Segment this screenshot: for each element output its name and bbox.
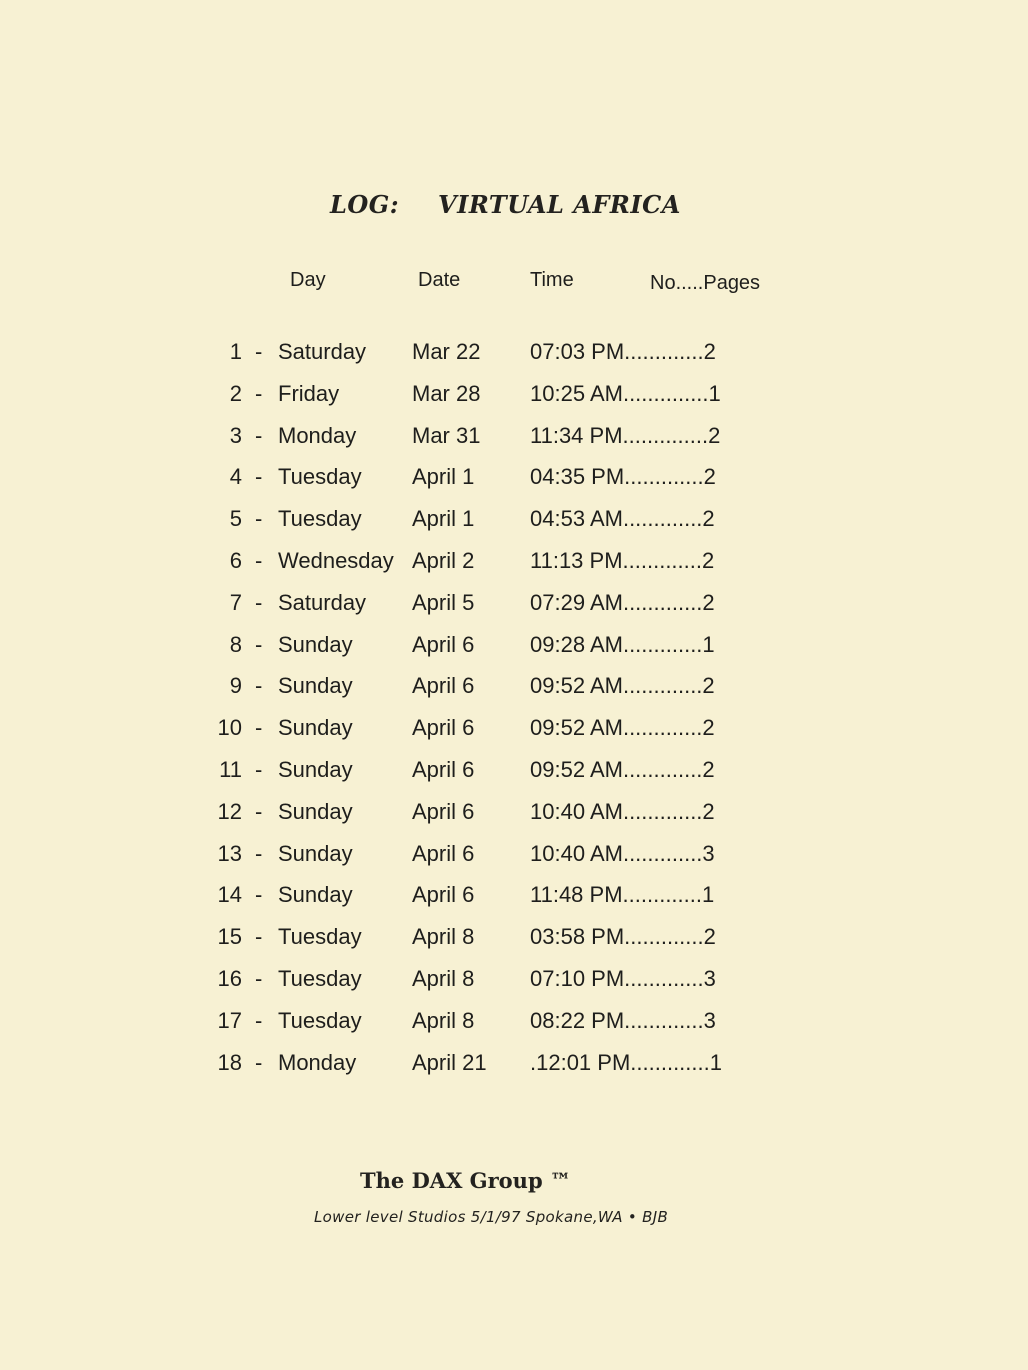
entry-number: 5 [229,506,242,532]
column-header-time: Time [530,269,574,291]
entry-number: 6 [229,547,242,573]
footer-details: Lower level Studios 5/1/97 Spokane,WA • BJB [314,1208,669,1226]
log-row [0,966,1028,1008]
entry-time-pages: 04:35 PM.............2 [530,464,716,490]
entry-number: 11 [219,756,242,782]
entry-time-pages: 04:53 AM.............2 [530,506,715,532]
log-row [0,1008,1028,1050]
log-row [0,464,1028,506]
entry-number: 18 [217,1049,242,1075]
entry-number: 4 [229,464,242,490]
entry-day: Sunday [278,882,353,908]
separator: - [255,339,263,364]
separator: - [255,756,263,782]
entry-day: Monday [278,422,357,448]
entry-date: April 1 [412,506,475,532]
entry-time-pages: 11:48 PM.............1 [530,882,715,908]
entry-date: April 6 [412,798,475,824]
entry-day: Sunday [278,798,353,824]
log-row [0,799,1028,841]
log-row [0,715,1028,757]
log-row [0,339,1028,381]
entry-number: 16 [217,965,242,991]
log-row [0,924,1028,966]
log-entries [0,339,1028,1091]
separator: - [255,547,263,573]
entry-date: April 8 [412,924,475,950]
entry-date: April 6 [412,673,475,699]
entry-date: April 6 [412,715,475,741]
separator: - [255,798,263,824]
entry-day: Saturday [278,589,367,615]
entry-date: April 1 [412,464,475,490]
separator: - [255,589,263,615]
entry-date: April 6 [412,882,475,908]
entry-day: Sunday [278,840,353,866]
entry-number: 3 [229,422,242,448]
entry-time-pages: 03:58 PM.............2 [530,924,716,950]
log-row [0,590,1028,632]
title-name: VIRTUAL AFRICA [438,190,681,219]
separator: - [255,1049,263,1075]
separator: - [255,380,263,406]
entry-time-pages: 10:40 AM.............3 [530,840,715,866]
log-row [0,548,1028,590]
entry-time-pages: 07:03 PM.............2 [530,339,716,364]
log-row [0,673,1028,715]
separator: - [255,464,263,490]
entry-day: Sunday [278,715,353,741]
separator: - [255,924,263,950]
entry-day: Saturday [278,339,367,364]
separator: - [255,422,263,448]
log-row [0,757,1028,799]
entry-time-pages: 07:10 PM.............3 [530,965,716,991]
entry-time-pages: 09:52 AM.............2 [530,715,715,741]
entry-number: 12 [217,798,242,824]
entry-day: Wednesday [278,547,394,573]
entry-day: Sunday [278,631,353,657]
entry-date: April 6 [412,631,475,657]
entry-number: 1 [229,339,242,364]
entry-day: Tuesday [278,965,362,991]
entry-time-pages: 11:34 PM..............2 [530,422,721,448]
entry-day: Monday [278,1049,357,1075]
entry-date: Mar 22 [412,339,481,364]
separator: - [255,965,263,991]
separator: - [255,882,263,908]
entry-number: 10 [217,715,242,741]
entry-date: Mar 28 [412,380,481,406]
entry-time-pages: .12:01 PM.............1 [530,1049,722,1075]
entry-day: Tuesday [278,506,362,532]
column-headers [0,269,1028,299]
entry-day: Sunday [278,756,353,782]
entry-number: 8 [229,631,242,657]
entry-day: Sunday [278,673,353,699]
entry-day: Tuesday [278,1007,362,1033]
column-header-pages: No.....Pages [650,272,761,294]
entry-date: Mar 31 [412,422,481,448]
log-row [0,882,1028,924]
entry-day: Tuesday [278,464,362,490]
entry-date: April 8 [412,1007,475,1033]
separator: - [255,715,263,741]
log-row [0,423,1028,465]
entry-number: 7 [229,589,242,615]
separator: - [255,840,263,866]
entry-date: April 6 [412,840,475,866]
entry-number: 15 [217,924,242,950]
separator: - [255,506,263,532]
entry-number: 13 [217,840,242,866]
separator: - [255,631,263,657]
entry-day: Tuesday [278,924,362,950]
log-row [0,1050,1028,1092]
entry-time-pages: 08:22 PM.............3 [530,1007,716,1033]
document-title [330,190,681,219]
entry-number: 17 [217,1007,242,1033]
entry-date: April 8 [412,965,475,991]
entry-time-pages: 09:28 AM.............1 [530,631,715,657]
title-label: LOG: [330,190,400,219]
entry-day: Friday [278,380,340,406]
entry-number: 14 [217,882,242,908]
entry-number: 2 [229,380,242,406]
entry-time-pages: 09:52 AM.............2 [530,756,715,782]
entry-time-pages: 09:52 AM.............2 [530,673,715,699]
log-row [0,841,1028,883]
footer-brand: The DAX Group ™ [360,1168,571,1193]
column-header-date: Date [418,269,461,291]
separator: - [255,673,263,699]
entry-date: April 6 [412,756,475,782]
entry-time-pages: 07:29 AM.............2 [530,589,715,615]
column-header-day: Day [290,269,326,291]
log-row [0,632,1028,674]
entry-time-pages: 10:25 AM..............1 [530,380,721,406]
entry-time-pages: 10:40 AM.............2 [530,798,715,824]
entry-number: 9 [229,673,242,699]
separator: - [255,1007,263,1033]
entry-date: April 2 [412,547,475,573]
log-row [0,381,1028,423]
entry-time-pages: 11:13 PM.............2 [530,547,715,573]
entry-date: April 21 [412,1049,487,1075]
log-row [0,506,1028,548]
entry-date: April 5 [412,589,475,615]
